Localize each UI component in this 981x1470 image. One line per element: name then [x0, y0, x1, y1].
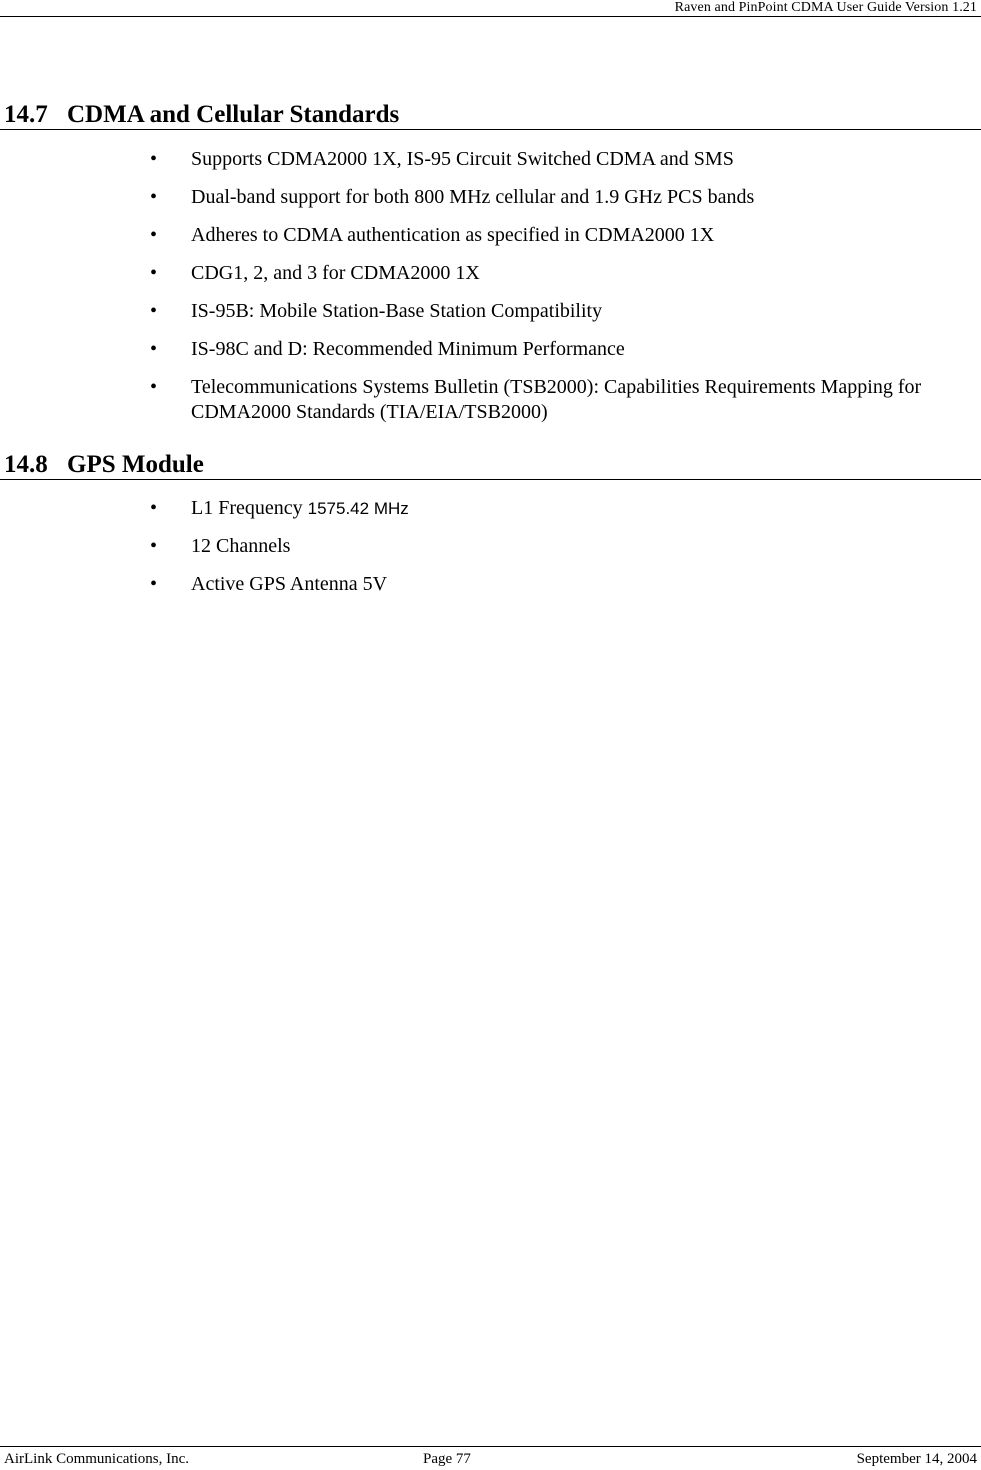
list-item: [0, 337, 981, 362]
list-item-text: 12 Channels: [191, 535, 291, 557]
list-item-text: Supports CDMA2000 1X, IS-95 Circuit Switched CDMA and SMS: [191, 148, 734, 170]
bullet-icon: •: [150, 535, 158, 557]
section-title: CDMA and Cellular Standards: [67, 101, 400, 128]
list-item: [0, 299, 981, 324]
list-item-text: Dual-band support for both 800 MHz cellular and 1.9 GHz PCS bands: [191, 186, 755, 208]
section-heading-cdma-standards: [0, 101, 981, 130]
list-item: [0, 534, 981, 559]
footer-date: September 14, 2004: [856, 1451, 977, 1467]
list-item: [0, 375, 981, 425]
bullet-icon: •: [150, 497, 158, 519]
frequency-value: 1575.42 MHz: [307, 499, 409, 518]
list-item-text: Telecommunications Systems Bulletin (TSB2000): Capabilities Requirements Mapping for CDMA2000 Standards (TIA/EIA/TSB2000): [191, 376, 922, 423]
footer-page-number: Page 77: [423, 1451, 471, 1467]
section-heading-gps-module: [0, 451, 981, 480]
bullet-icon: •: [150, 573, 158, 595]
running-header-title: Raven and PinPoint CDMA User Guide Version 1.21: [674, 0, 977, 15]
list-item-text: IS-98C and D: Recommended Minimum Performance: [191, 338, 625, 360]
list-item: [0, 147, 981, 172]
list-item: [0, 572, 981, 597]
list-item: [0, 496, 981, 521]
list-item-text: IS-95B: Mobile Station-Base Station Compatibility: [191, 300, 603, 322]
running-footer: [0, 1446, 981, 1470]
bullet-icon: •: [150, 148, 158, 170]
footer-company: AirLink Communications, Inc.: [4, 1451, 189, 1467]
section-title: GPS Module: [67, 451, 204, 478]
list-item: [0, 185, 981, 210]
list-item-text: L1 Frequency: [191, 497, 308, 519]
bullet-icon: •: [150, 300, 158, 322]
section-number: 14.7: [4, 101, 48, 128]
list-item: [0, 223, 981, 248]
bullet-icon: •: [150, 224, 158, 246]
section-number: 14.8: [4, 451, 48, 478]
list-item-text: Adheres to CDMA authentication as specified in CDMA2000 1X: [191, 224, 715, 246]
list-item-text: Active GPS Antenna 5V: [191, 573, 388, 595]
list-item-text: CDG1, 2, and 3 for CDMA2000 1X: [191, 262, 480, 284]
bullet-icon: •: [150, 262, 158, 284]
running-header: [0, 0, 981, 17]
list-item: [0, 261, 981, 286]
gps-module-list: [0, 496, 981, 610]
cdma-standards-list: [0, 147, 981, 438]
bullet-icon: •: [150, 338, 158, 360]
bullet-icon: •: [150, 186, 158, 208]
bullet-icon: •: [150, 376, 158, 398]
